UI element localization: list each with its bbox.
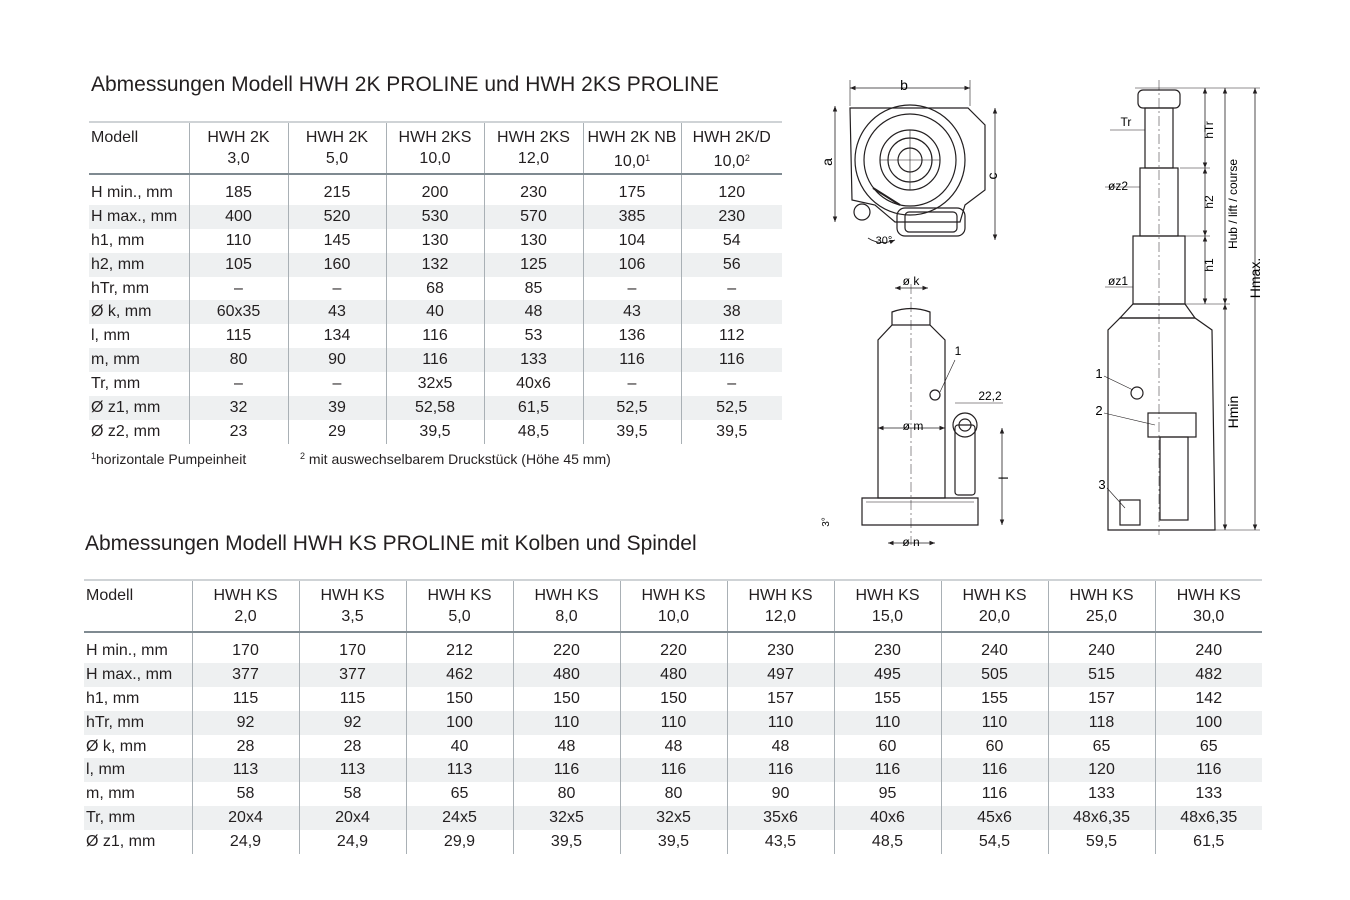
table1-cell: 116 [583, 348, 681, 372]
table1-cell: 145 [288, 229, 386, 253]
table2-row-label: Tr, mm [84, 806, 192, 830]
section-label-z1: øz1 [1107, 274, 1129, 288]
table2-cell: 116 [513, 758, 620, 782]
table2-cell: 515 [1048, 663, 1155, 687]
table1-cell: 43 [583, 300, 681, 324]
table1-cell: 110 [189, 229, 288, 253]
table1-cell: 40 [386, 300, 484, 324]
table1-cell: 53 [484, 324, 583, 348]
table2-title: Abmessungen Modell HWH KS PROLINE mit Kolben und Spindel [85, 532, 697, 555]
side-view-drawing [862, 284, 1003, 545]
table1-cell: 39,5 [681, 420, 782, 444]
table2-cell: 100 [1155, 711, 1262, 735]
table1-cell: 400 [189, 205, 288, 229]
table1-col-header: HWH 2K 5,0 [288, 122, 386, 174]
table2-col-header: HWH KS 20,0 [941, 580, 1048, 632]
table2-cell: 24x5 [406, 806, 513, 830]
table2-col-header: HWH KS 12,0 [727, 580, 834, 632]
table2-cell: 39,5 [513, 830, 620, 854]
section-callout-1: 1 [1095, 366, 1103, 381]
side-view-label-l: l [996, 476, 1011, 480]
table1-cell: 23 [189, 420, 288, 444]
top-view-label-c: c [984, 172, 1000, 180]
side-view-label-angle: 3° [821, 517, 832, 527]
table1-cell: 215 [288, 174, 386, 205]
table1-cell: 80 [189, 348, 288, 372]
table1-cell: 175 [583, 174, 681, 205]
table2-col-header: HWH KS 8,0 [513, 580, 620, 632]
table1-cell: – [189, 277, 288, 301]
table1-cell: 136 [583, 324, 681, 348]
table2-cell: 497 [727, 663, 834, 687]
top-view-label-b: b [900, 77, 908, 93]
table2-col-header: HWH KS 2,0 [192, 580, 299, 632]
table1-cell: 115 [189, 324, 288, 348]
section-label-z2: øz2 [1107, 179, 1129, 193]
section-label-tr: Tr [1120, 115, 1132, 129]
table1-cell: 116 [386, 324, 484, 348]
table1-cell: – [681, 277, 782, 301]
table2-cell: 157 [1048, 687, 1155, 711]
table2-cell: 65 [1048, 735, 1155, 759]
table2-row-label: h1, mm [86, 689, 140, 707]
table1-cell: 56 [681, 253, 782, 277]
table2-cell: 116 [941, 758, 1048, 782]
table1-cell: 32x5 [386, 372, 484, 396]
side-view-label-n: ø n [902, 535, 920, 549]
table2-cell: 116 [727, 758, 834, 782]
table1-cell: 120 [681, 174, 782, 205]
table2-cell: 92 [192, 711, 299, 735]
table2-cell: 495 [834, 663, 941, 687]
table1-cell: – [189, 372, 288, 396]
table2-cell: 80 [513, 782, 620, 806]
table1-cell: 106 [583, 253, 681, 277]
table2-cell: 505 [941, 663, 1048, 687]
table2-cell: 95 [834, 782, 941, 806]
table2-cell: 155 [941, 687, 1048, 711]
table1-row-label: H max., mm [89, 205, 189, 229]
table1-cell: 385 [583, 205, 681, 229]
table2-cell: 20x4 [299, 806, 406, 830]
table1-cell: 185 [189, 174, 288, 205]
table1-cell: 39,5 [583, 420, 681, 444]
table2-cell: 28 [299, 735, 406, 759]
table1-row-label: h2, mm [89, 253, 189, 277]
table2-cell: 220 [620, 632, 727, 663]
table2-cell: 110 [620, 711, 727, 735]
table1-row-label: h1, mm [91, 231, 145, 249]
table2-cell: 48,5 [834, 830, 941, 854]
table2-cell: 133 [1048, 782, 1155, 806]
side-view-label-m: ø m [902, 419, 924, 433]
table2-cell: 110 [834, 711, 941, 735]
table2-cell: 24,9 [299, 830, 406, 854]
section-label-h1: h1 [1202, 258, 1216, 272]
table2-cell: 48x6,35 [1155, 806, 1262, 830]
table1-cell: 52,58 [386, 396, 484, 420]
table2-cell: 110 [513, 711, 620, 735]
table2-col-header: HWH KS 15,0 [834, 580, 941, 632]
table1-cell: – [681, 372, 782, 396]
table1-cell: – [288, 372, 386, 396]
table2-row-label: H min., mm [86, 641, 168, 659]
table2-cell: 40x6 [834, 806, 941, 830]
table1-cell: 132 [386, 253, 484, 277]
table2-cell: 170 [299, 632, 406, 663]
table1-cell: 130 [386, 229, 484, 253]
table1-cell: 90 [288, 348, 386, 372]
table2-cell: 59,5 [1048, 830, 1155, 854]
table1-header-label: Modell [89, 122, 189, 174]
table2-cell: 377 [299, 663, 406, 687]
table1-cell: 116 [681, 348, 782, 372]
table1-cell: 520 [288, 205, 386, 229]
table2-cell: 58 [299, 782, 406, 806]
table1-cell: 38 [681, 300, 782, 324]
table1-cell: 200 [386, 174, 484, 205]
table2-cell: 170 [192, 632, 299, 663]
table1-cell: 29 [288, 420, 386, 444]
table2-row-label: hTr, mm [84, 711, 192, 735]
table1-cell: 230 [681, 205, 782, 229]
table2-cell: 45x6 [941, 806, 1048, 830]
table1-col-header: HWH 2KS 10,0 [386, 122, 484, 174]
table2-col-header: HWH KS 30,0 [1155, 580, 1262, 632]
table2-row-label: Ø z1, mm [86, 833, 156, 851]
table1-cell: 39,5 [386, 420, 484, 444]
table2-cell: 116 [941, 782, 1048, 806]
side-view-callout-1: 1 [954, 344, 962, 358]
table2-cell: 230 [727, 632, 834, 663]
side-view-label-k: ø k [902, 274, 920, 288]
table2-cell: 118 [1048, 711, 1155, 735]
table2-cell: 115 [299, 687, 406, 711]
table1-cell: 39 [288, 396, 386, 420]
side-view-label-22: 22,2 [978, 389, 1002, 403]
table2-cell: 48x6,35 [1048, 806, 1155, 830]
table2-cell: 480 [620, 663, 727, 687]
table2-cell: 240 [941, 632, 1048, 663]
table2-cell: 60 [941, 735, 1048, 759]
table1-cell: 112 [681, 324, 782, 348]
table1-cell: – [583, 277, 681, 301]
table1-cell: 40x6 [484, 372, 583, 396]
table2-cell: 462 [406, 663, 513, 687]
table1-cell: 43 [288, 300, 386, 324]
table2-cell: 482 [1155, 663, 1262, 687]
table1-cell: 68 [386, 277, 484, 301]
table1-cell: 160 [288, 253, 386, 277]
table1-cell: 48,5 [484, 420, 583, 444]
table2-cell: 110 [727, 711, 834, 735]
table1-row-label: l, mm [91, 327, 131, 345]
table2-cell: 116 [1155, 758, 1262, 782]
table2-cell: 150 [620, 687, 727, 711]
table2-cell: 80 [620, 782, 727, 806]
table1-cell: 52,5 [681, 396, 782, 420]
table2-cell: 113 [192, 758, 299, 782]
section-label-hmax: Hmax. [1247, 257, 1263, 299]
table1-cell: 134 [288, 324, 386, 348]
table2-row-label: H max., mm [84, 663, 192, 687]
table2-cell: 92 [299, 711, 406, 735]
table2-cell: 58 [192, 782, 299, 806]
section-view-drawing [1104, 80, 1260, 535]
table2-row-label: l, mm [84, 758, 192, 782]
table1-cell: 570 [484, 205, 583, 229]
table2-cell: 20x4 [192, 806, 299, 830]
table2-cell: 28 [192, 735, 299, 759]
table2-cell: 65 [406, 782, 513, 806]
table2-col-header: HWH KS 25,0 [1048, 580, 1155, 632]
table2-cell: 110 [941, 711, 1048, 735]
table1-cell: 104 [583, 229, 681, 253]
table1-cell: 54 [681, 229, 782, 253]
section-label-hmin: Hmin [1225, 395, 1241, 429]
table2-cell: 32x5 [620, 806, 727, 830]
table1-cell: 48 [484, 300, 583, 324]
table2-cell: 240 [1155, 632, 1262, 663]
table2-cell: 29,9 [406, 830, 513, 854]
table1-cell: 230 [484, 174, 583, 205]
table1-row-label: Tr, mm [91, 375, 141, 393]
table2-cell: 100 [406, 711, 513, 735]
table2-cell: 212 [406, 632, 513, 663]
table2-cell: 43,5 [727, 830, 834, 854]
section-callout-3: 3 [1098, 477, 1106, 492]
table2-row-label: Ø k, mm [86, 737, 147, 755]
table1-cell: 116 [386, 348, 484, 372]
table2-cell: 377 [192, 663, 299, 687]
table1-row-label: Ø z2, mm [91, 422, 161, 440]
section-label-stroke: Hub / lift / course [1226, 158, 1240, 250]
table1-cell: 52,5 [583, 396, 681, 420]
table2-cell: 40 [406, 735, 513, 759]
table2-cell: 230 [834, 632, 941, 663]
table2-col-header: HWH KS 3,5 [299, 580, 406, 632]
table2-cell: 157 [727, 687, 834, 711]
table2-cell: 150 [406, 687, 513, 711]
table2-header-label: Modell [84, 580, 192, 632]
table1-cell: 130 [484, 229, 583, 253]
table2-cell: 155 [834, 687, 941, 711]
table1-row-label: Ø k, mm [89, 300, 189, 324]
table2-cell: 133 [1155, 782, 1262, 806]
table1-cell: – [583, 372, 681, 396]
table1-cell: 32 [189, 396, 288, 420]
table1-cell: 530 [386, 205, 484, 229]
table1-cell: 133 [484, 348, 583, 372]
table1-col-header: HWH 2K 3,0 [189, 122, 288, 174]
table2-cell: 480 [513, 663, 620, 687]
table2-cell: 48 [727, 735, 834, 759]
table2-cell: 61,5 [1155, 830, 1262, 854]
table2-cell: 115 [192, 687, 299, 711]
table2-cell: 90 [727, 782, 834, 806]
table2-cell: 54,5 [941, 830, 1048, 854]
table2-cell: 32x5 [513, 806, 620, 830]
table1-row-label: H min., mm [91, 183, 173, 201]
table1-cell: 125 [484, 253, 583, 277]
table1-col-header: HWH 2K NB 10,0$^1$ [583, 122, 681, 174]
table1-cell: 60x35 [189, 300, 288, 324]
section-callout-2: 2 [1095, 403, 1103, 418]
table2-cell: 24,9 [192, 830, 299, 854]
table1-cell: 61,5 [484, 396, 583, 420]
table2-cell: 35x6 [727, 806, 834, 830]
section-label-htr: hTr [1202, 121, 1216, 139]
table1-row-label: m, mm [89, 348, 189, 372]
table1-title: Abmessungen Modell HWH 2K PROLINE und HWH 2KS PROLINE [91, 73, 719, 96]
table2-cell: 116 [834, 758, 941, 782]
table2-cell: 48 [513, 735, 620, 759]
table1-col-header: HWH 2KS 12,0 [484, 122, 583, 174]
table1-cell: 105 [189, 253, 288, 277]
table1-row-label: hTr, mm [91, 279, 150, 297]
table2-cell: 220 [513, 632, 620, 663]
table2-cell: 240 [1048, 632, 1155, 663]
table1-col-header: HWH 2K/D 10,0$^2$ [681, 122, 782, 174]
table2-cell: 113 [299, 758, 406, 782]
section-label-h2: h2 [1202, 195, 1216, 209]
top-view-label-a: a [819, 158, 835, 166]
table2-cell: 120 [1048, 758, 1155, 782]
table2-col-header: HWH KS 5,0 [406, 580, 513, 632]
table1-footnote-1: $^1$horizontale Pumpeinheit [91, 451, 247, 467]
table2-cell: 113 [406, 758, 513, 782]
table1-cell: – [288, 277, 386, 301]
table1-footnote-2: $^2$ mit auswechselbarem Druckstück (Höhe 45 mm) [300, 451, 611, 467]
table2-cell: 60 [834, 735, 941, 759]
table2-cell: 48 [620, 735, 727, 759]
top-view-drawing [835, 80, 995, 243]
table2-col-header: HWH KS 10,0 [620, 580, 727, 632]
top-view-label-angle: 30° [875, 235, 893, 247]
table1-row-label: Ø z1, mm [89, 396, 189, 420]
table2-cell: 65 [1155, 735, 1262, 759]
table2-cell: 150 [513, 687, 620, 711]
table2-cell: 116 [620, 758, 727, 782]
table2-cell: 142 [1155, 687, 1262, 711]
table1-cell: 85 [484, 277, 583, 301]
table2-cell: 39,5 [620, 830, 727, 854]
table2-row-label: m, mm [86, 785, 135, 803]
